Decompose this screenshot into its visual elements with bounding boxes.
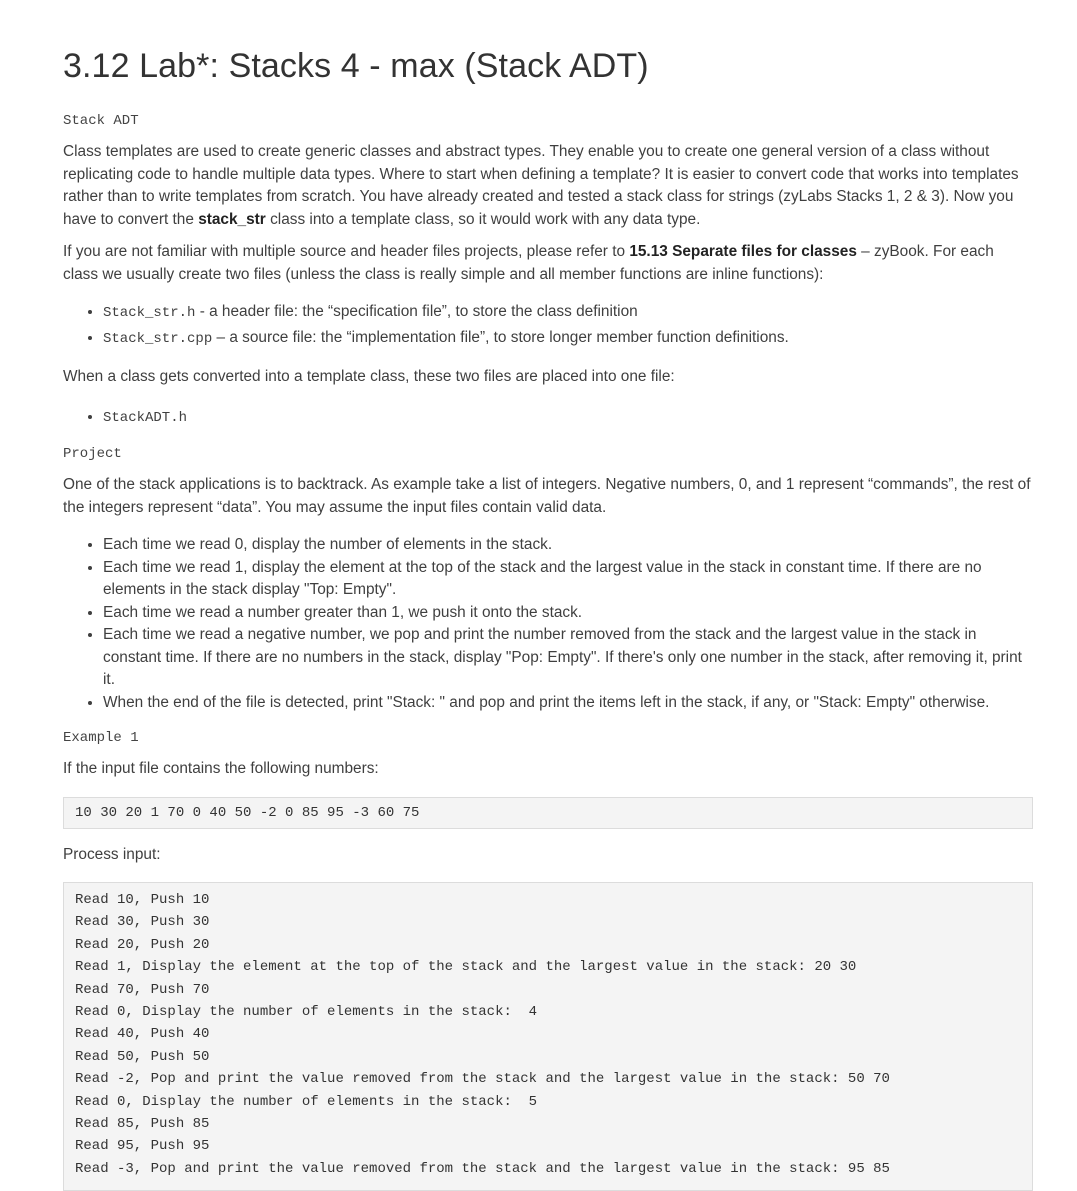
example-heading: Example 1	[63, 730, 139, 746]
process-line: Read 0, Display the number of elements in the stack: 4	[75, 1004, 538, 1021]
process-line: Read 95, Push 95	[75, 1138, 210, 1155]
process-line: Read 20, Push 20	[75, 936, 210, 953]
process-line: Read 85, Push 85	[75, 1116, 210, 1133]
intro-text-1: Class templates are used to create generic classes and abstract types. They enable you to create one general version of a class without replicating code to handle multiple data types. Where to start when defining a template? It is easier to convert code that works into templates rather than to write templates from scratch. You have already created and tested a stack class for strings (zyLabs Stacks 1, 2 & 3). Now you have to convert the	[63, 143, 1019, 228]
template-paragraph: When a class gets converted into a template class, these two files are placed into one file:	[63, 368, 675, 385]
list-item: • Each time we read 0, display the number of elements in the stack.	[103, 534, 1033, 557]
list-item: • When the end of the file is detected, print "Stack: " and pop and print the items left in the stack, if any, or "Stack: Empty" otherwise.	[103, 692, 1033, 715]
process-line: Read 1, Display the element at the top of the stack and the largest value in the stack: 20 30	[75, 959, 857, 976]
files-text-1: If you are not familiar with multiple source and header files projects, please refer to	[63, 243, 630, 260]
file-name-source: Stack_str.cpp	[103, 330, 213, 347]
file-desc-source: – a source file: the “implementation file”, to store longer member function definitions.	[212, 328, 789, 346]
template-file-list	[63, 406, 1033, 430]
list-item: • Each time we read a number greater than 1, we push it onto the stack.	[103, 602, 1033, 625]
process-line: Read 70, Push 70	[75, 981, 210, 998]
list-item	[103, 327, 1033, 351]
file-list	[63, 301, 1033, 350]
file-desc-header: - a header file: the “specification file”, to store the class definition	[195, 303, 638, 320]
file-name-header: Stack_str.h	[103, 305, 196, 321]
stack-adt-heading: Stack ADT	[63, 113, 139, 129]
files-bold-reference: 15.13 Separate files for classes	[629, 243, 857, 260]
files-text-2: – zyBook. For each class we usually create two files (unless the class is really simple and all member functions are inline functions):	[63, 243, 994, 283]
process-line: Read 30, Push 30	[75, 914, 210, 931]
process-line: Read 10, Push 10	[75, 892, 210, 908]
process-line: Read 50, Push 50	[75, 1048, 210, 1065]
intro-paragraph	[63, 141, 1033, 231]
project-paragraph: One of the stack applications is to backtrack. As example take a list of integers. Negative numbers, 0, and 1 represent “commands”, the rest of the integers represent “data”. You may assume the input files contain valid data.	[63, 476, 1031, 516]
project-heading: Project	[63, 446, 122, 462]
rules-list	[63, 534, 1033, 714]
list-item	[103, 406, 1033, 430]
files-paragraph	[63, 241, 1033, 286]
page-title: 3.12 Lab*: Stacks 4 - max (Stack ADT)	[63, 47, 649, 85]
list-item: • Each time we read a negative number, we pop and print the number removed from the stack and the largest value in the stack in constant time. If there are no numbers in the stack, display "Pop: Empty". If there's only one number in the stack, after removing it, print it.	[103, 624, 1033, 692]
example-input-box: 10 30 20 1 70 0 40 50 -2 0 85 95 -3 60 75	[63, 797, 1033, 829]
process-line: Read 0, Display the number of elements in the stack: 5	[75, 1093, 538, 1110]
process-output-box	[63, 882, 1033, 1191]
process-line: Read 40, Push 40	[75, 1026, 210, 1043]
intro-bold-class: stack_str	[198, 210, 266, 228]
process-line: Read -2, Pop and print the value removed from the stack and the largest value in the stack: 50 70	[75, 1071, 890, 1088]
list-item	[103, 301, 1033, 325]
template-file-name: StackADT.h	[103, 409, 188, 426]
process-line: Read -3, Pop and print the value removed from the stack and the largest value in the stack: 95 85	[75, 1160, 890, 1177]
intro-text-2: class into a template class, so it would work with any data type.	[265, 210, 701, 228]
example-intro: If the input file contains the following numbers:	[63, 760, 379, 777]
process-label: Process input:	[63, 845, 161, 863]
list-item: • Each time we read 1, display the element at the top of the stack and the largest value in the stack in constant time. If there are no elements in the stack display "Top: Empty".	[103, 557, 1033, 602]
